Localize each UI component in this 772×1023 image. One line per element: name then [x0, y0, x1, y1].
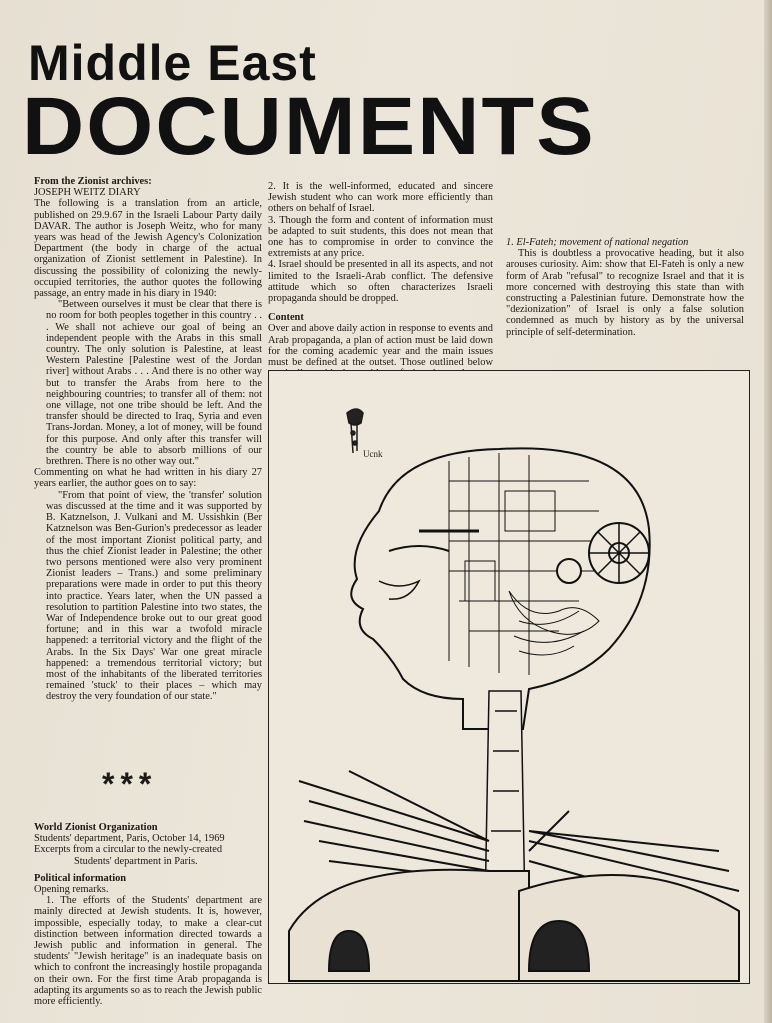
article-weitz-diary — [34, 176, 262, 703]
point-3: 3. Though the form and content of information must be adapted to suit students, this does not mean that one has to compromise in order to convince the extremists at any price. — [268, 214, 493, 260]
masthead-title: DOCUMENTS — [22, 81, 596, 172]
article1-intro: The following is a translation from an article, published on 29.9.67 in the Israeli Labour Party daily DAVAR. The author is Joseph Weitz, who for many years was head of the Jewish Agency's Colonization Department (the body in charge of the actual organization of Zionist settlement in Palestine). In discussing the possibility of colonizing the newly-occupied territories, the author quotes the following passage, an entry made in his diary in 1940: — [34, 198, 262, 300]
article2-line2: Excerpts from a circular to the newly-created — [34, 844, 223, 856]
opening-remarks: Opening remarks. — [34, 884, 109, 896]
article1-quote2: "From that point of view, the 'transfer' solution was discussed at the time and it was supported by B. Katznelson, J. Vulkani and M. Ussishkin (Ber Katznelson was Ben-Gurion's predecessor as leader of the most important Zionist political party, and thus the chief Zionist leader in Palestine; the other two persons mentioned were also very prominent Zionist leaders – Trans.) and some preliminary preparations were made in order to put this theory into practice. Years later, when the UN passed a resolution to partition Palestine into two states, the War of Independence broke out to our great good fortune; and in this war a twofold miracle happened: a territorial victory and the flight of the Arabs. In the Six Days' War one great miracle happened: a tremendous territorial victory; but most of the inhabitants of the liberated territories remained 'stuck' to their places – which may destroy the very foundation of our state." — [46, 489, 262, 703]
article1-heading: From the Zionist archives: — [34, 176, 152, 187]
content-heading: Content — [268, 312, 304, 324]
point-4: 4. Israel should be presented in all its aspects, and not limited to the Israeli-Arab conflict. The defensive attitude which so often characterizes Israeli propaganda should be dropped. — [268, 259, 493, 305]
article1-subheading: JOSEPH WEITZ DIARY — [34, 187, 141, 199]
content-paragraph: Over and above daily action in response to events and Arab propaganda, a plan of action must be laid down for the coming academic year and the main issues must be defined at the outset. Those outlined below — [268, 323, 493, 369]
article1-bridge: Commenting on what he had written in his diary 27 years earlier, the author goes on to say: — [34, 467, 262, 490]
political-info-heading: Political information — [34, 872, 127, 884]
page-edge — [764, 0, 772, 1023]
article1-quote1: "Between ourselves it must be clear that there is no room for both peoples together in this country . . . We shall not achieve our goal of being an independent people with the Arabs in this small country. The only solution is Palestine, at least Western Palestine [Palestine west of the Jordan river] without Arabs . . . And there is no other way but to transfer the Arabs from here to the neighbouring countries; to transfer all of them: not one village, not one tribe should be left. And the transfer should be directed to Iraq, Syria and even Trans-Jordan. Money, a lot of money, will be found for this purpose. And only after this transfer will the country be able to absorb millions of our brethren. There is no other way out." — [46, 299, 262, 468]
pointing-hand-icon — [347, 409, 363, 453]
article2-heading: World Zionist Organization — [34, 822, 158, 833]
illustration-frame — [268, 370, 750, 984]
article-wzo-right — [506, 181, 744, 338]
point-1: 1. The efforts of the Students' department are mainly directed at Jewish students. It is, however, impossible, especially today, to make a clear-cut distinction between information directed towards a Jewish public and information in general. The students' "Jewish heritage" is an inadequate basis on which to confront the increasingly hostile propaganda on their own. For the first time Arab propaganda is adapting its arguments so as to reach the Jewish public more efficiently. — [34, 895, 262, 1008]
article-wzo-start — [34, 822, 262, 1007]
section-separator: *** — [102, 766, 158, 802]
item1-paragraph: This is doubtless a provocative heading, but it also arouses curiosity. Aim: show that El-Fateh is only a new form of Arab "refusal" to recognize Israel and that it is more concerned with destroying this state than with constructing a Palestinian future. Demonstrate how the "dezionization" of Israel is only a false solution condemned as much by history as by the universal principle of self-determination. — [506, 248, 744, 338]
head-outline — [351, 448, 649, 729]
article2-line1: Students' department, Paris, October 14, 1969 — [34, 833, 225, 845]
head-machine-illustration — [269, 371, 749, 983]
article2-line3: Students' department in Paris. — [74, 855, 198, 867]
shoulder-shapes — [289, 870, 739, 981]
point-2: 2. It is the well-informed, educated and sincere Jewish student who can work more efficiently than others on behalf of Israel. — [268, 181, 493, 215]
artist-signature: Ucnk — [363, 449, 383, 459]
masthead-line1: Middle East — [28, 35, 317, 91]
item1-heading: 1. El-Fateh; movement of national negation — [506, 237, 689, 248]
